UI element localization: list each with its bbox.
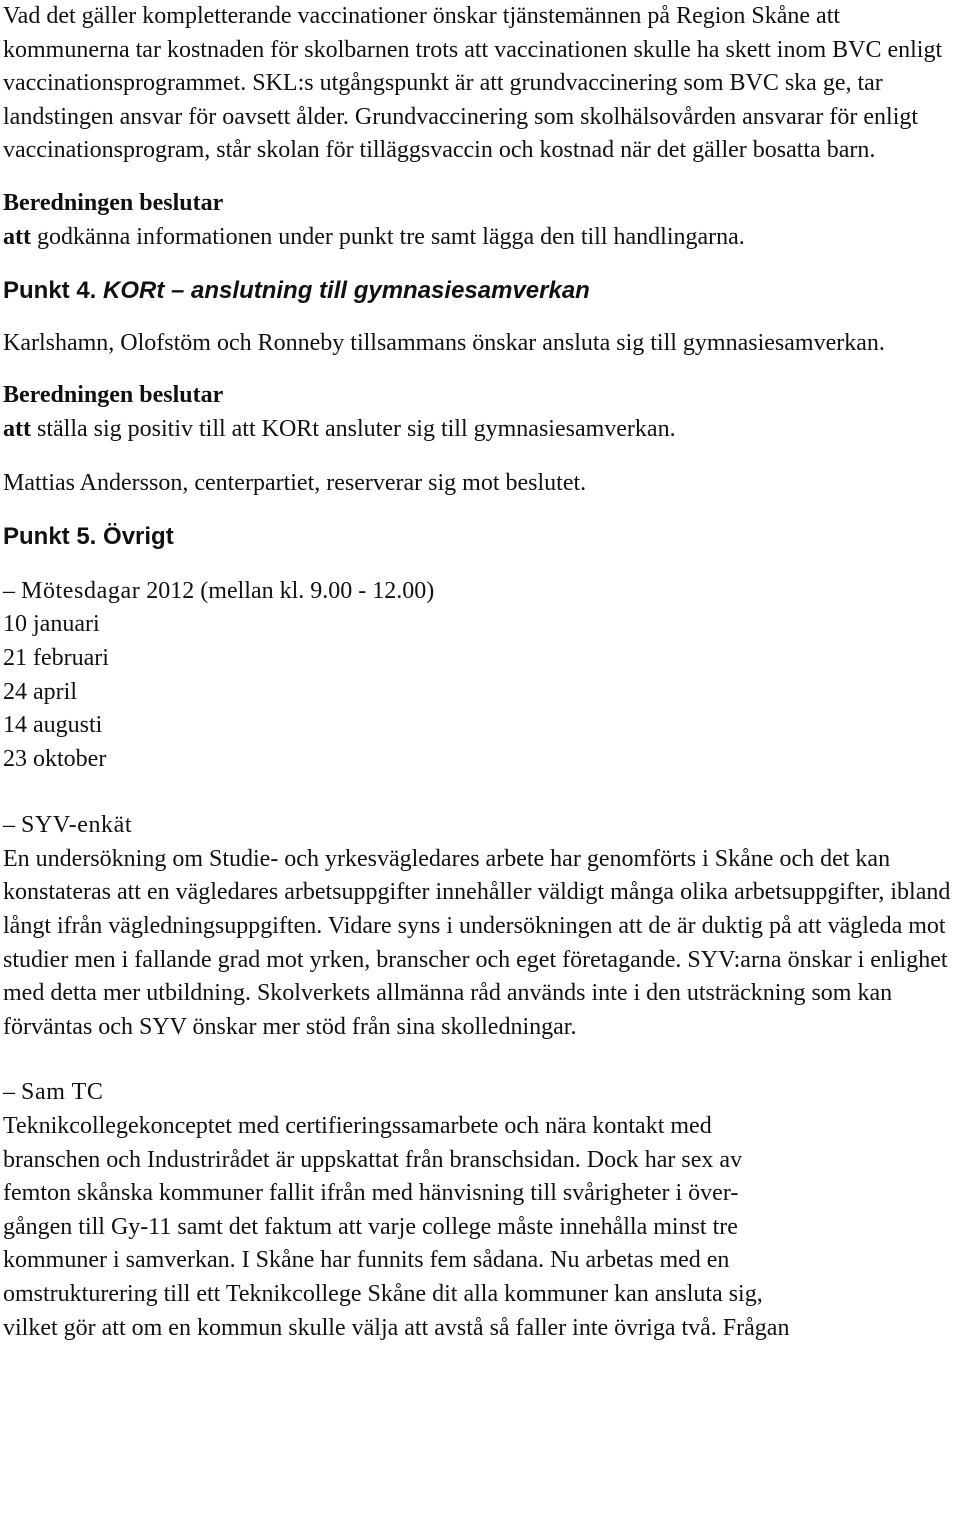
samtc-line: branschen och Industrirådet är uppskattat från branschsidan. Dock har sex av — [3, 1146, 743, 1173]
meetings-heading — [3, 575, 959, 609]
meetings-heading-word: Mötesdagar — [21, 577, 141, 604]
att-keyword: att — [3, 415, 31, 442]
decision-text-2 — [3, 413, 959, 447]
dash: – — [3, 577, 21, 604]
samtc-line: femton skånska kommuner fallit ifrån med hänvisning till svårigheter i över- — [3, 1180, 739, 1207]
section-number: Punkt 5. — [3, 523, 97, 551]
document-page — [3, 0, 959, 1345]
samtc-heading-word: Sam TC — [21, 1079, 104, 1106]
samtc-line: omstrukturering till ett Teknikcollege Skåne dit alla kommuner kan ansluta sig, — [3, 1281, 763, 1307]
meetings-heading-rest: 2012 (mellan kl. 9.00 - 12.00) — [140, 577, 435, 604]
meeting-date: 21 februari — [3, 644, 109, 671]
samtc-line: gången till Gy-11 samt det faktum att varje college måste innehålla minst tre — [3, 1213, 738, 1240]
meeting-date: 24 april — [3, 678, 77, 705]
dash: – — [3, 1079, 21, 1106]
reservation-text: Mattias Andersson, centerpartiet, reserverar sig mot beslutet. — [3, 469, 587, 496]
dash: – — [3, 812, 21, 839]
syv-heading — [3, 809, 959, 843]
section-title: KORt – anslutning till gymnasiesamverkan — [103, 277, 590, 305]
decision-heading-1: Beredningen beslutar — [3, 189, 224, 216]
section-heading-punkt-4 — [3, 274, 959, 308]
decision-body-1: godkänna informationen under punkt tre samt lägga den till handlingarna. — [30, 223, 745, 250]
syv-paragraph: En undersökning om Studie- och yrkesvägledares arbete har genomförts i Skåne och det kan konstateras att en vägledares arbetsuppgifter innehåller väldigt många olika arbetsuppgifter, ibland långt ifrån vägledningsuppgiften. Vidare syns i undersökningen att de är duktig på att vägleda mot studier men i fallande grad mot yrken, branscher och eget företagande. SYV:arna önskar i enlighet med detta mer utbildning. Skolverkets allmänna råd används inte i den utsträckning som kan förväntas och SYV önskar mer stöd från sina skolledningar. — [3, 845, 951, 1040]
meeting-date: 23 oktober — [3, 745, 107, 772]
punkt-4-paragraph: Karlshamn, Olofstöm och Ronneby tillsammans önskar ansluta sig till gymnasiesamverkan. — [3, 329, 885, 356]
section-title: Övrigt — [103, 523, 174, 551]
vaccination-paragraph: Vad det gäller kompletterande vaccinationer önskar tjänstemännen på Region Skåne att kommunerna tar kostnaden för skolbarnen trots att vaccinationen skulle ha skett inom BVC enligt vaccinationsprogrammet. SKL:s utgångspunkt är att grundvaccinering som BVC ska ge, tar landstingen ansvar för oavsett ålder. Grundvaccinering som skolhälsovården ansvarar för enligt vaccinationsprogram, står skolan för tilläggsvaccin och kostnad när det gäller bosatta barn. — [3, 3, 943, 164]
section-number: Punkt 4. — [3, 277, 97, 305]
samtc-line: kommuner i samverkan. I Skåne har funnits fem sådana. Nu arbetas med en — [3, 1247, 730, 1274]
samtc-line: vilket gör att om en kommun skulle välja att avstå så faller inte övriga två. Frågan — [3, 1314, 790, 1341]
section-heading-punkt-5 — [3, 520, 959, 554]
decision-body-2: ställa sig positiv till att KORt ansluter sig till gymnasiesamverkan. — [30, 415, 676, 442]
samtc-heading — [3, 1076, 959, 1110]
decision-heading-2: Beredningen beslutar — [3, 382, 224, 409]
decision-text-1 — [3, 221, 959, 255]
syv-heading-word: SYV-enkät — [21, 812, 133, 839]
samtc-line: Teknikcollegekonceptet med certifieringssamarbete och nära kontakt med — [3, 1113, 712, 1140]
meeting-date: 14 augusti — [3, 712, 103, 739]
meeting-date: 10 januari — [3, 611, 100, 638]
att-keyword: att — [3, 223, 31, 250]
